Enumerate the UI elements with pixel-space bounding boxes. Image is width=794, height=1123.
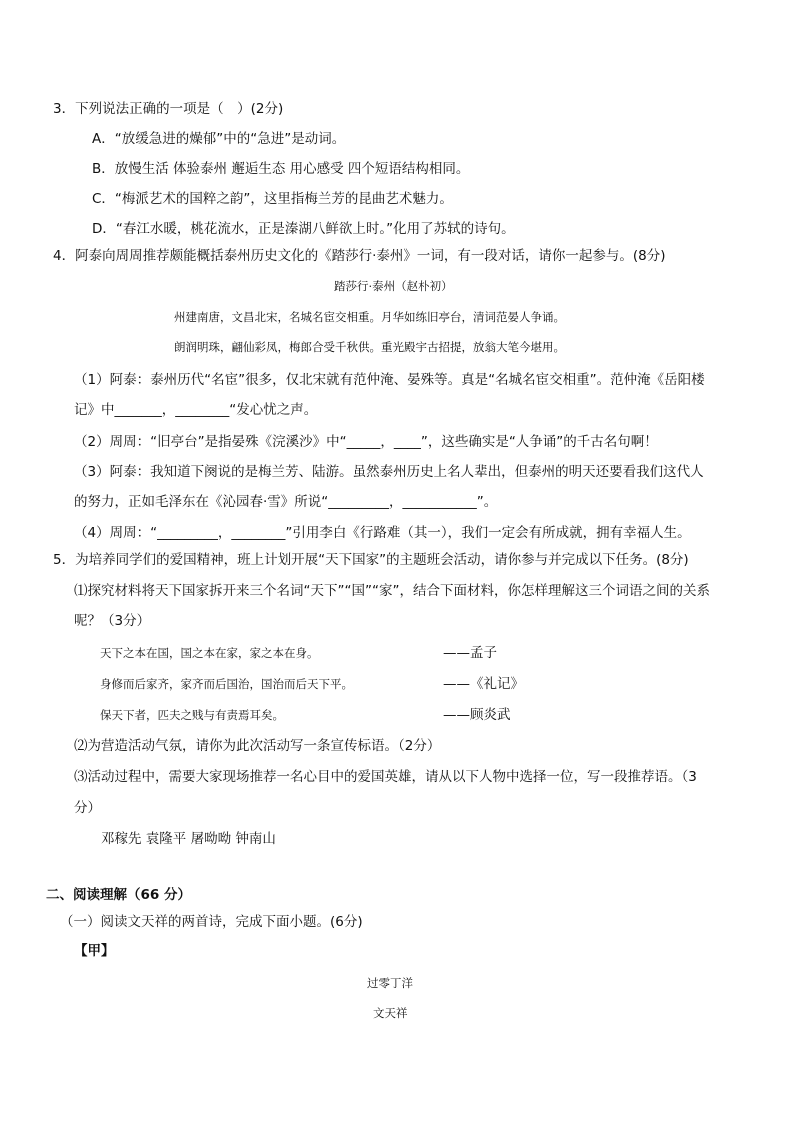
q3-option-d: D．“春江水暖，桃花流水，正是溱湖八鲜欲上时。”化用了苏轼的诗句。 <box>92 221 515 237</box>
q4-dialogue-2: （2）周周：“旧亭台”是指晏殊《浣溪沙》中“_____，____”，这些确实是“人争诵”的千古名句啊！ <box>74 434 658 450</box>
q4-poem-title: 踏莎行·泰州（赵朴初） <box>334 279 453 293</box>
q3-option-c: C．“梅派艺术的国粹之韵”，这里指梅兰芳的昆曲艺术魅力。 <box>92 191 453 207</box>
q3-option-a: A．“放缓急进的燥郁”中的“急进”是动词。 <box>92 131 346 147</box>
section2-title: 二、阅读理解（66 分） <box>46 887 191 903</box>
q4-poem-line-1: 州建南唐，文昌北宋，名城名宦交相重。月华如练旧亭台，清词范晏人争诵。 <box>174 310 565 324</box>
q5-stem: 5．为培养同学们的爱国精神，班上计划开展“天下国家”的主题班会活动，请你参与并完成以下任务。(8分) <box>53 552 689 568</box>
q5-task2: ⑵为营造活动气氛，请你为此次活动写一条宣传标语。（2分） <box>74 738 441 754</box>
q4-poem-line-2: 朗润明珠，翩仙彩凤，梅郎合受千秋供。重光殿宇古招提，放翁大笔今堪用。 <box>174 340 565 354</box>
q5-quote-3-source: ——顾炎武 <box>443 707 511 723</box>
section2-subtitle: （一）阅读文天祥的两首诗，完成下面小题。(6分) <box>60 914 363 930</box>
section2-tag-jia: 【甲】 <box>74 943 115 959</box>
q5-quote-1-source: ——孟子 <box>443 645 497 661</box>
q5-task1-line2: 呢？（3分） <box>74 613 151 629</box>
q5-quote-2-source: ——《礼记》 <box>443 676 524 692</box>
q5-quote-3: 保天下者，匹夫之贱与有责焉耳矣。 <box>100 708 284 722</box>
q5-quote-2: 身修而后家齐，家齐而后国治，国治而后天下平。 <box>100 677 353 691</box>
q4-dialogue-3a: （3）阿泰：我知道下阕说的是梅兰芳、陆游。虽然泰州历史上名人辈出，但泰州的明天还要看我们这代人 <box>74 464 704 480</box>
q5-hero-names: 邓稼先 袁隆平 屠呦呦 钟南山 <box>101 831 276 847</box>
q5-task1-line1: ⑴探究材料将天下国家拆开来三个名词“天下”“国”“家”，结合下面材料，你怎样理解这三个词语之间的关系 <box>74 583 710 599</box>
q4-dialogue-1b: 记》中_______，________“发心忧之声。 <box>74 402 318 418</box>
q4-dialogue-1a: （1）阿泰：泰州历代“名宦”很多，仅北宋就有范仲淹、晏殊等。真是“名城名宦交相重”。范仲淹《岳阳楼 <box>74 372 705 388</box>
q3-stem: 3．下列说法正确的一项是（ ）(2分) <box>53 101 284 117</box>
q4-stem: 4．阿泰向周周推荐颇能概括泰州历史文化的《踏莎行·泰州》一词，有一段对话，请你一起参与。(8分) <box>53 248 666 264</box>
q3-option-b: B．放慢生活 体验泰州 邂逅生态 用心感受 四个短语结构相同。 <box>92 161 470 177</box>
poem-title-guolingdingyang: 过零丁洋 <box>367 976 413 990</box>
q5-task3-line2: 分） <box>74 800 101 816</box>
q4-dialogue-4: （4）周周：“_________，________”引用李白《行路难（其一），我们一定会有所成就，拥有幸福人生。 <box>74 525 691 541</box>
q5-quote-1: 天下之本在国，国之本在家，家之本在身。 <box>100 646 319 660</box>
q5-task3-line1: ⑶活动过程中，需要大家现场推荐一名心目中的爱国英雄，请从以下人物中选择一位，写一段推荐语。（3 <box>74 769 697 785</box>
q4-dialogue-3b: 的努力，正如毛泽东在《沁园春·雪》所说“_________，___________”。 <box>74 494 498 510</box>
poem-author: 文天祥 <box>373 1006 408 1020</box>
